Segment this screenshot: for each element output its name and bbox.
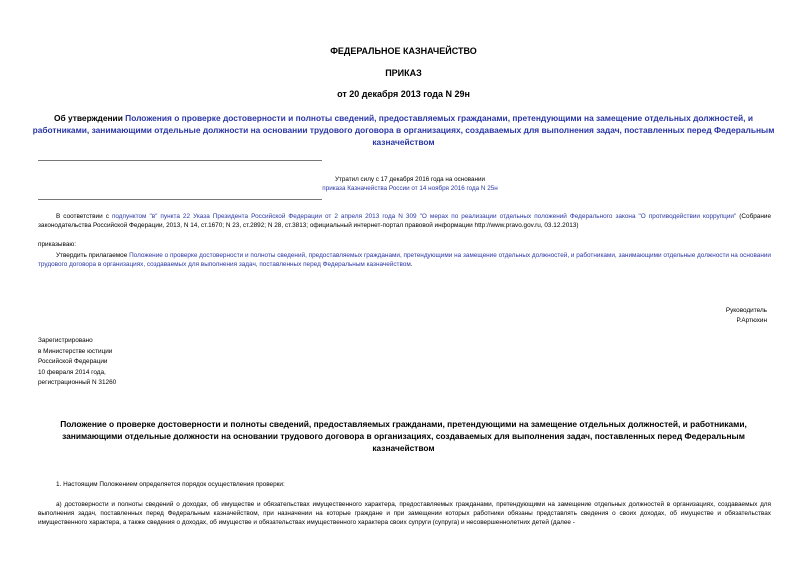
regulation-point-1: 1. Настоящим Положением определяется порядок осуществления проверки: <box>56 481 285 488</box>
order-suffix: . <box>410 261 413 269</box>
preamble-suffix: (Собрание законодательства Российской Федерации, 2013, N 14, ст.1670; N 23, ст.2892; N 28, ст.3813; официальный интернет-портал правовой информации http://www.pravo.gov.ru, 03.12.2013) <box>38 213 772 230</box>
order-verb: приказываю: <box>38 241 76 248</box>
registration-line-4: 10 февраля 2014 года, <box>38 369 106 376</box>
doc-type: ПРИКАЗ <box>385 68 422 78</box>
order-title-link[interactable]: Положения о проверке достоверности и полноты сведений, предоставляемых гражданами, претендующими на замещение отдельных должностей, и работниками, занимающими отдельные должности на основании трудового договора в организациях, создаваемых для выполнения задач, поставленных перед Федеральным казначейством <box>32 113 775 147</box>
regulation-link[interactable]: Положение о проверке достоверности и полноты сведений, предоставляемых гражданами, претендующими на замещение отдельных должностей, и работниками, занимающими отдельные должности на основании трудового договора в организациях, создаваемых для выполнения задач, поставленных перед Федеральным казначейством <box>38 252 771 269</box>
signature-name: Р.Артюхин <box>736 317 767 324</box>
registration-line-5: регистрационный N 31260 <box>38 379 117 386</box>
preamble-paragraph <box>38 212 771 230</box>
regulation-title: Положение о проверке достоверности и полноты сведений, предоставляемых гражданами, претендующими на замещение отдельных должностей, и работниками, занимающими отдельные должности на основании трудового договора в организациях, создаваемых для выполнения задач, поставленных перед Федеральным казначейством <box>60 419 747 453</box>
divider-top <box>38 160 322 161</box>
preamble-prefix: В соответствии с <box>56 213 112 220</box>
regulation-point-a: а) достоверности и полноты сведений о доходах, об имуществе и обязательствах имущественного характера, предоставляемых гражданами, претендующими на замещение отдельных должностей в организациях, создаваемых для выполнения задач, поставленных перед Федеральным казначейством, при назначении на которые граждане и при замещении которых работники обязаны представлять сведения о своих доходах, об имуществе и обязательствах имущественного характера, а также сведения о доходах, об имуществе и обязательствах имущественного характера своих супруги (супруга) и несовершеннолетних детей (далее - <box>38 501 771 527</box>
repeal-order-link[interactable]: приказа Казначейства России от 14 ноября 2016 года N 25н <box>322 185 498 192</box>
org-name: ФЕДЕРАЛЬНОЕ КАЗНАЧЕЙСТВО <box>330 46 477 56</box>
order-title-prefix: Об утверждении <box>54 113 126 123</box>
status-line: Утратил силу с 17 декабря 2016 года на основании <box>334 176 486 183</box>
decree-link[interactable]: подпунктом "в" пункта 22 Указа Президента Российской Федерации от 2 апреля 2013 года N 309 "О мерах по реализации отдельных положений Федерального закона "О противодействии коррупции" <box>111 213 737 220</box>
signature-role: Руководитель <box>725 307 767 314</box>
registration-line-1: Зарегистрировано <box>38 337 93 344</box>
registration-line-2: в Министерстве юстиции <box>38 348 113 355</box>
order-prefix: Утвердить прилагаемое <box>56 252 130 259</box>
status-link <box>230 184 590 193</box>
doc-date-number: от 20 декабря 2013 года N 29н <box>337 89 470 99</box>
order-paragraph <box>38 251 771 269</box>
divider-bottom <box>38 199 322 200</box>
registration-line-3: Российской Федерации <box>38 358 108 365</box>
order-title <box>32 112 775 148</box>
